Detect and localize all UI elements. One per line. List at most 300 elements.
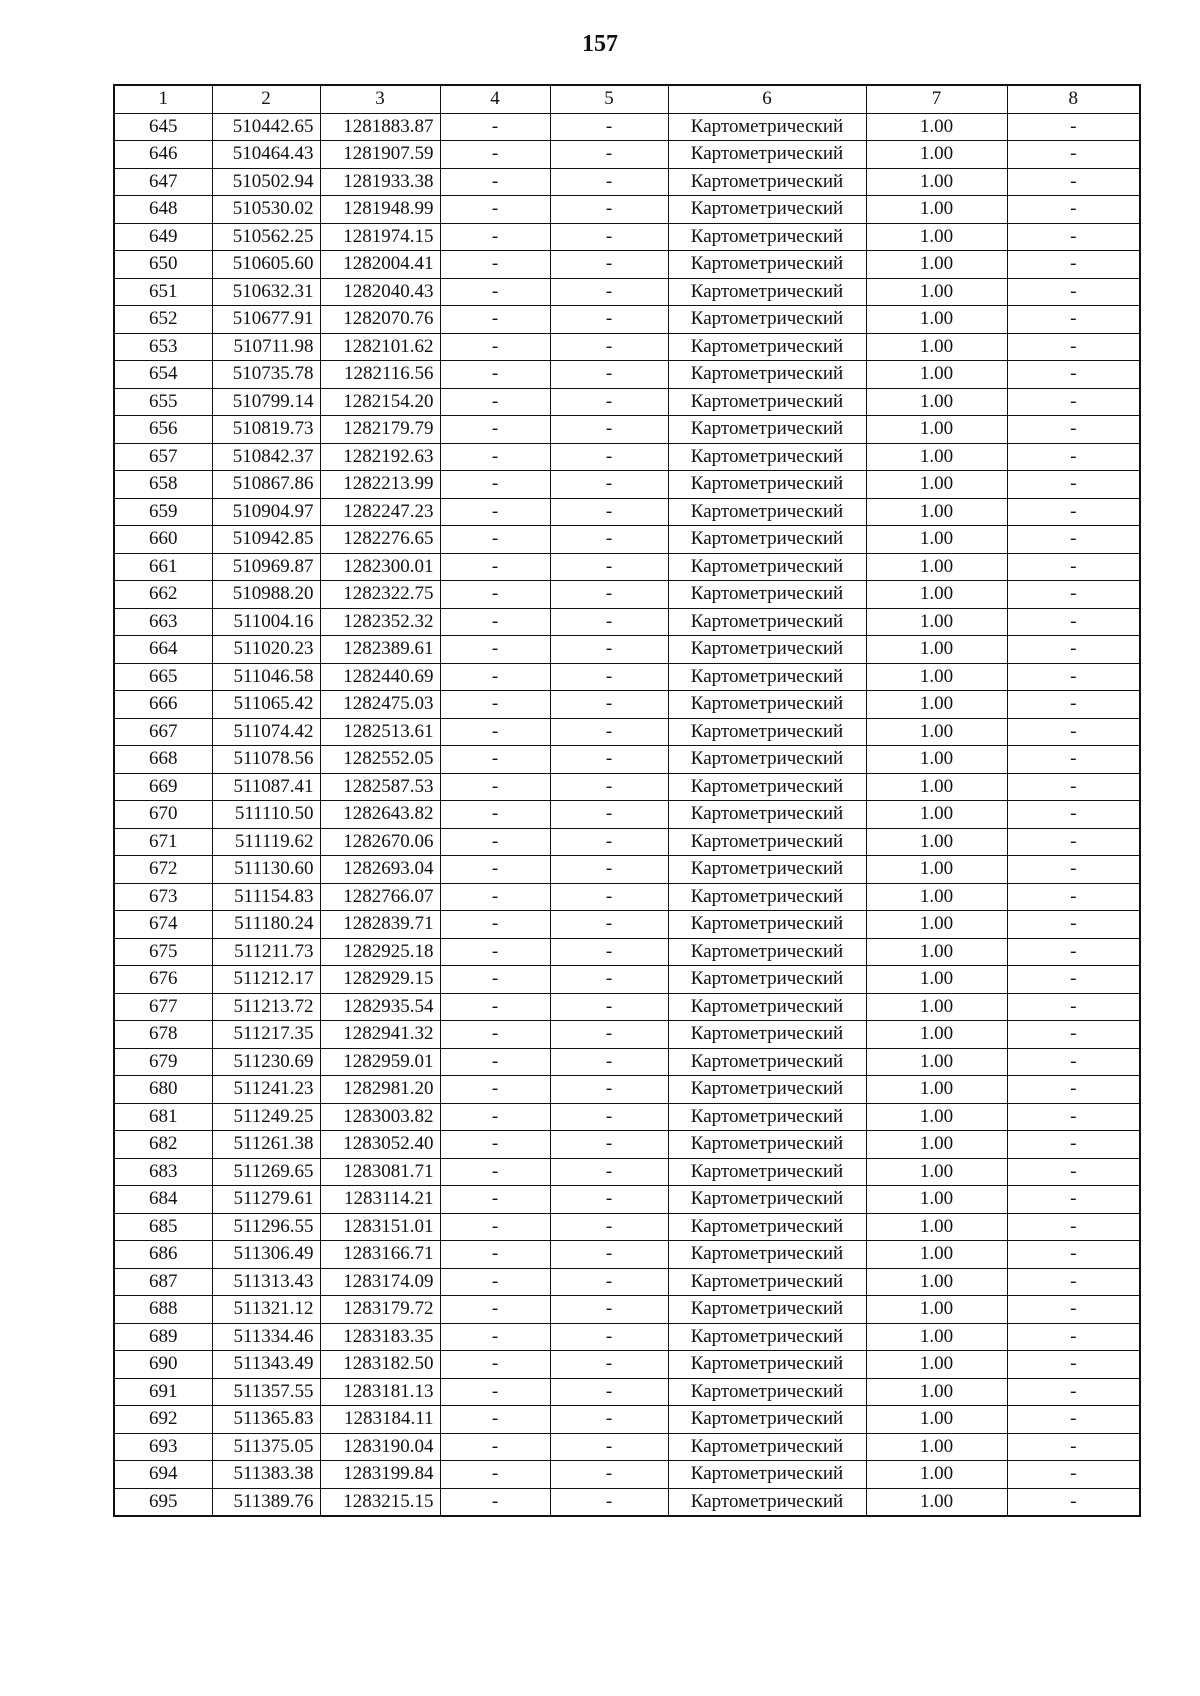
cell-col-8: - xyxy=(1007,416,1140,444)
cell-col-5: - xyxy=(550,856,668,884)
cell-col-4: - xyxy=(440,993,550,1021)
cell-accuracy: 1.00 xyxy=(866,1296,1007,1324)
table-row xyxy=(114,196,1140,224)
table-row xyxy=(114,333,1140,361)
cell-col-4: - xyxy=(440,306,550,334)
cell-coord-y: 1282587.53 xyxy=(320,773,440,801)
table-row xyxy=(114,1488,1140,1516)
cell-point-number: 658 xyxy=(114,471,212,499)
cell-coord-y: 1282929.15 xyxy=(320,966,440,994)
cell-col-5: - xyxy=(550,1131,668,1159)
cell-method: Картометрический xyxy=(668,1461,866,1489)
cell-col-8: - xyxy=(1007,1131,1140,1159)
table-row xyxy=(114,1213,1140,1241)
cell-col-5: - xyxy=(550,1433,668,1461)
cell-col-5: - xyxy=(550,1076,668,1104)
table-row xyxy=(114,361,1140,389)
cell-coord-x: 511074.42 xyxy=(212,718,320,746)
cell-accuracy: 1.00 xyxy=(866,526,1007,554)
cell-col-8: - xyxy=(1007,746,1140,774)
table-row xyxy=(114,1406,1140,1434)
column-header-5: 5 xyxy=(550,85,668,113)
table-row xyxy=(114,1048,1140,1076)
cell-coord-x: 510819.73 xyxy=(212,416,320,444)
cell-col-4: - xyxy=(440,1351,550,1379)
cell-col-4: - xyxy=(440,251,550,279)
table-row xyxy=(114,388,1140,416)
cell-accuracy: 1.00 xyxy=(866,883,1007,911)
cell-coord-x: 511261.38 xyxy=(212,1131,320,1159)
cell-coord-y: 1281974.15 xyxy=(320,223,440,251)
table-header-row xyxy=(114,85,1140,113)
cell-method: Картометрический xyxy=(668,361,866,389)
cell-point-number: 652 xyxy=(114,306,212,334)
cell-coord-x: 510988.20 xyxy=(212,581,320,609)
cell-coord-x: 511383.38 xyxy=(212,1461,320,1489)
cell-method: Картометрический xyxy=(668,911,866,939)
cell-col-4: - xyxy=(440,1213,550,1241)
cell-point-number: 683 xyxy=(114,1158,212,1186)
cell-col-8: - xyxy=(1007,388,1140,416)
cell-coord-x: 511306.49 xyxy=(212,1241,320,1269)
column-header-8: 8 xyxy=(1007,85,1140,113)
cell-accuracy: 1.00 xyxy=(866,1268,1007,1296)
table-body xyxy=(114,113,1140,1516)
cell-col-8: - xyxy=(1007,196,1140,224)
cell-coord-y: 1283181.13 xyxy=(320,1378,440,1406)
table-row xyxy=(114,141,1140,169)
cell-coord-x: 511110.50 xyxy=(212,801,320,829)
cell-col-5: - xyxy=(550,1406,668,1434)
cell-accuracy: 1.00 xyxy=(866,581,1007,609)
cell-coord-x: 511211.73 xyxy=(212,938,320,966)
cell-col-5: - xyxy=(550,416,668,444)
cell-col-4: - xyxy=(440,278,550,306)
cell-col-4: - xyxy=(440,801,550,829)
cell-coord-y: 1281948.99 xyxy=(320,196,440,224)
cell-method: Картометрический xyxy=(668,608,866,636)
cell-col-4: - xyxy=(440,1241,550,1269)
cell-accuracy: 1.00 xyxy=(866,278,1007,306)
table-row xyxy=(114,168,1140,196)
cell-col-5: - xyxy=(550,966,668,994)
cell-col-4: - xyxy=(440,856,550,884)
cell-col-5: - xyxy=(550,608,668,636)
cell-coord-y: 1282352.32 xyxy=(320,608,440,636)
cell-col-4: - xyxy=(440,1076,550,1104)
cell-col-8: - xyxy=(1007,1268,1140,1296)
cell-col-8: - xyxy=(1007,306,1140,334)
cell-col-4: - xyxy=(440,828,550,856)
cell-point-number: 657 xyxy=(114,443,212,471)
cell-accuracy: 1.00 xyxy=(866,938,1007,966)
cell-method: Картометрический xyxy=(668,966,866,994)
cell-point-number: 656 xyxy=(114,416,212,444)
cell-method: Картометрический xyxy=(668,1296,866,1324)
table-row xyxy=(114,1241,1140,1269)
cell-method: Картометрический xyxy=(668,1488,866,1516)
cell-coord-y: 1283052.40 xyxy=(320,1131,440,1159)
cell-col-5: - xyxy=(550,251,668,279)
cell-accuracy: 1.00 xyxy=(866,1021,1007,1049)
cell-point-number: 677 xyxy=(114,993,212,1021)
cell-point-number: 671 xyxy=(114,828,212,856)
cell-method: Картометрический xyxy=(668,196,866,224)
cell-point-number: 670 xyxy=(114,801,212,829)
cell-col-5: - xyxy=(550,801,668,829)
cell-col-8: - xyxy=(1007,718,1140,746)
table-row xyxy=(114,1131,1140,1159)
cell-coord-y: 1281907.59 xyxy=(320,141,440,169)
cell-col-4: - xyxy=(440,1488,550,1516)
table-row xyxy=(114,746,1140,774)
cell-point-number: 649 xyxy=(114,223,212,251)
table-row xyxy=(114,911,1140,939)
cell-col-4: - xyxy=(440,883,550,911)
cell-method: Картометрический xyxy=(668,993,866,1021)
cell-coord-x: 510605.60 xyxy=(212,251,320,279)
table-row xyxy=(114,636,1140,664)
cell-coord-x: 510867.86 xyxy=(212,471,320,499)
table-row xyxy=(114,1268,1140,1296)
cell-col-4: - xyxy=(440,443,550,471)
page-number: 157 xyxy=(582,31,618,57)
column-header-7: 7 xyxy=(866,85,1007,113)
cell-col-5: - xyxy=(550,443,668,471)
cell-col-5: - xyxy=(550,938,668,966)
cell-col-4: - xyxy=(440,966,550,994)
cell-col-4: - xyxy=(440,691,550,719)
cell-method: Картометрический xyxy=(668,416,866,444)
cell-point-number: 688 xyxy=(114,1296,212,1324)
cell-col-8: - xyxy=(1007,1406,1140,1434)
cell-accuracy: 1.00 xyxy=(866,993,1007,1021)
cell-coord-x: 511365.83 xyxy=(212,1406,320,1434)
table-row xyxy=(114,471,1140,499)
cell-accuracy: 1.00 xyxy=(866,691,1007,719)
cell-accuracy: 1.00 xyxy=(866,1186,1007,1214)
cell-accuracy: 1.00 xyxy=(866,223,1007,251)
cell-col-5: - xyxy=(550,553,668,581)
cell-col-5: - xyxy=(550,1241,668,1269)
cell-col-8: - xyxy=(1007,1488,1140,1516)
cell-accuracy: 1.00 xyxy=(866,113,1007,141)
cell-col-5: - xyxy=(550,1378,668,1406)
table-row xyxy=(114,691,1140,719)
cell-method: Картометрический xyxy=(668,663,866,691)
cell-point-number: 674 xyxy=(114,911,212,939)
cell-coord-y: 1281933.38 xyxy=(320,168,440,196)
cell-col-5: - xyxy=(550,883,668,911)
cell-coord-y: 1282643.82 xyxy=(320,801,440,829)
cell-method: Картометрический xyxy=(668,938,866,966)
cell-point-number: 663 xyxy=(114,608,212,636)
cell-accuracy: 1.00 xyxy=(866,1131,1007,1159)
cell-method: Картометрический xyxy=(668,278,866,306)
cell-coord-y: 1282693.04 xyxy=(320,856,440,884)
cell-coord-x: 511154.83 xyxy=(212,883,320,911)
cell-point-number: 694 xyxy=(114,1461,212,1489)
cell-col-5: - xyxy=(550,1488,668,1516)
cell-coord-y: 1282552.05 xyxy=(320,746,440,774)
cell-accuracy: 1.00 xyxy=(866,1488,1007,1516)
cell-col-8: - xyxy=(1007,1461,1140,1489)
cell-col-8: - xyxy=(1007,553,1140,581)
cell-col-5: - xyxy=(550,636,668,664)
cell-col-4: - xyxy=(440,1461,550,1489)
cell-col-8: - xyxy=(1007,966,1140,994)
cell-coord-y: 1282670.06 xyxy=(320,828,440,856)
cell-col-4: - xyxy=(440,361,550,389)
cell-coord-y: 1282213.99 xyxy=(320,471,440,499)
cell-point-number: 667 xyxy=(114,718,212,746)
cell-point-number: 695 xyxy=(114,1488,212,1516)
column-header-2: 2 xyxy=(212,85,320,113)
cell-coord-y: 1282766.07 xyxy=(320,883,440,911)
cell-method: Картометрический xyxy=(668,1103,866,1131)
cell-coord-x: 511241.23 xyxy=(212,1076,320,1104)
cell-coord-x: 510969.87 xyxy=(212,553,320,581)
cell-method: Картометрический xyxy=(668,773,866,801)
cell-col-8: - xyxy=(1007,471,1140,499)
cell-coord-y: 1283199.84 xyxy=(320,1461,440,1489)
cell-col-4: - xyxy=(440,1131,550,1159)
cell-coord-y: 1282440.69 xyxy=(320,663,440,691)
cell-col-5: - xyxy=(550,498,668,526)
cell-col-4: - xyxy=(440,223,550,251)
cell-coord-x: 511296.55 xyxy=(212,1213,320,1241)
cell-method: Картометрический xyxy=(668,1048,866,1076)
table-row xyxy=(114,1158,1140,1186)
cell-coord-x: 510442.65 xyxy=(212,113,320,141)
cell-col-5: - xyxy=(550,1103,668,1131)
cell-coord-y: 1282941.32 xyxy=(320,1021,440,1049)
cell-col-8: - xyxy=(1007,223,1140,251)
cell-coord-y: 1282192.63 xyxy=(320,443,440,471)
cell-coord-y: 1282925.18 xyxy=(320,938,440,966)
cell-coord-x: 511230.69 xyxy=(212,1048,320,1076)
cell-coord-x: 511078.56 xyxy=(212,746,320,774)
cell-coord-y: 1283114.21 xyxy=(320,1186,440,1214)
cell-accuracy: 1.00 xyxy=(866,416,1007,444)
cell-coord-y: 1282322.75 xyxy=(320,581,440,609)
cell-point-number: 693 xyxy=(114,1433,212,1461)
cell-point-number: 650 xyxy=(114,251,212,279)
cell-col-8: - xyxy=(1007,443,1140,471)
table-row xyxy=(114,773,1140,801)
cell-coord-x: 511334.46 xyxy=(212,1323,320,1351)
cell-col-4: - xyxy=(440,471,550,499)
cell-col-8: - xyxy=(1007,773,1140,801)
cell-accuracy: 1.00 xyxy=(866,746,1007,774)
cell-point-number: 668 xyxy=(114,746,212,774)
cell-col-5: - xyxy=(550,1213,668,1241)
cell-coord-y: 1283166.71 xyxy=(320,1241,440,1269)
cell-coord-x: 510735.78 xyxy=(212,361,320,389)
cell-col-8: - xyxy=(1007,251,1140,279)
cell-col-4: - xyxy=(440,608,550,636)
cell-method: Картометрический xyxy=(668,443,866,471)
cell-point-number: 660 xyxy=(114,526,212,554)
cell-col-8: - xyxy=(1007,333,1140,361)
cell-accuracy: 1.00 xyxy=(866,141,1007,169)
cell-col-4: - xyxy=(440,333,550,361)
table-row xyxy=(114,938,1140,966)
cell-col-5: - xyxy=(550,691,668,719)
cell-col-4: - xyxy=(440,718,550,746)
cell-coord-x: 510942.85 xyxy=(212,526,320,554)
cell-col-5: - xyxy=(550,1048,668,1076)
cell-coord-x: 511046.58 xyxy=(212,663,320,691)
cell-col-8: - xyxy=(1007,581,1140,609)
column-header-4: 4 xyxy=(440,85,550,113)
cell-col-8: - xyxy=(1007,1241,1140,1269)
cell-col-8: - xyxy=(1007,636,1140,664)
cell-accuracy: 1.00 xyxy=(866,828,1007,856)
cell-col-8: - xyxy=(1007,828,1140,856)
cell-coord-x: 510632.31 xyxy=(212,278,320,306)
cell-method: Картометрический xyxy=(668,168,866,196)
cell-accuracy: 1.00 xyxy=(866,1048,1007,1076)
cell-coord-x: 511020.23 xyxy=(212,636,320,664)
cell-coord-x: 510799.14 xyxy=(212,388,320,416)
cell-coord-y: 1282070.76 xyxy=(320,306,440,334)
cell-method: Картометрический xyxy=(668,471,866,499)
cell-method: Картометрический xyxy=(668,856,866,884)
cell-coord-y: 1282179.79 xyxy=(320,416,440,444)
cell-coord-x: 511004.16 xyxy=(212,608,320,636)
cell-coord-x: 511389.76 xyxy=(212,1488,320,1516)
cell-accuracy: 1.00 xyxy=(866,471,1007,499)
cell-method: Картометрический xyxy=(668,223,866,251)
cell-col-4: - xyxy=(440,553,550,581)
cell-col-5: - xyxy=(550,526,668,554)
cell-col-8: - xyxy=(1007,883,1140,911)
cell-point-number: 691 xyxy=(114,1378,212,1406)
table-row xyxy=(114,1378,1140,1406)
cell-coord-x: 511213.72 xyxy=(212,993,320,1021)
cell-point-number: 686 xyxy=(114,1241,212,1269)
cell-method: Картометрический xyxy=(668,251,866,279)
cell-coord-x: 511119.62 xyxy=(212,828,320,856)
cell-coord-y: 1283151.01 xyxy=(320,1213,440,1241)
cell-coord-y: 1282935.54 xyxy=(320,993,440,1021)
cell-coord-x: 511357.55 xyxy=(212,1378,320,1406)
cell-accuracy: 1.00 xyxy=(866,801,1007,829)
cell-accuracy: 1.00 xyxy=(866,966,1007,994)
cell-col-5: - xyxy=(550,1461,668,1489)
cell-point-number: 676 xyxy=(114,966,212,994)
cell-coord-x: 511375.05 xyxy=(212,1433,320,1461)
table-row xyxy=(114,883,1140,911)
cell-coord-y: 1283190.04 xyxy=(320,1433,440,1461)
cell-col-8: - xyxy=(1007,1048,1140,1076)
cell-col-8: - xyxy=(1007,1323,1140,1351)
cell-accuracy: 1.00 xyxy=(866,361,1007,389)
cell-coord-y: 1282513.61 xyxy=(320,718,440,746)
table-row xyxy=(114,1433,1140,1461)
table-row xyxy=(114,1021,1140,1049)
cell-coord-x: 510530.02 xyxy=(212,196,320,224)
cell-point-number: 678 xyxy=(114,1021,212,1049)
cell-coord-y: 1283081.71 xyxy=(320,1158,440,1186)
cell-col-4: - xyxy=(440,196,550,224)
cell-point-number: 646 xyxy=(114,141,212,169)
cell-point-number: 662 xyxy=(114,581,212,609)
cell-point-number: 687 xyxy=(114,1268,212,1296)
cell-col-4: - xyxy=(440,663,550,691)
cell-accuracy: 1.00 xyxy=(866,1323,1007,1351)
cell-accuracy: 1.00 xyxy=(866,1461,1007,1489)
cell-col-5: - xyxy=(550,663,668,691)
cell-accuracy: 1.00 xyxy=(866,1103,1007,1131)
cell-point-number: 665 xyxy=(114,663,212,691)
table-row xyxy=(114,498,1140,526)
cell-method: Картометрический xyxy=(668,828,866,856)
cell-coord-y: 1282004.41 xyxy=(320,251,440,279)
cell-coord-y: 1283215.15 xyxy=(320,1488,440,1516)
cell-method: Картометрический xyxy=(668,141,866,169)
cell-point-number: 684 xyxy=(114,1186,212,1214)
cell-col-8: - xyxy=(1007,608,1140,636)
cell-col-4: - xyxy=(440,773,550,801)
cell-col-8: - xyxy=(1007,361,1140,389)
cell-coord-y: 1283179.72 xyxy=(320,1296,440,1324)
cell-method: Картометрический xyxy=(668,526,866,554)
table-row xyxy=(114,718,1140,746)
cell-col-4: - xyxy=(440,113,550,141)
cell-coord-x: 511249.25 xyxy=(212,1103,320,1131)
cell-col-4: - xyxy=(440,938,550,966)
cell-point-number: 669 xyxy=(114,773,212,801)
cell-coord-x: 510502.94 xyxy=(212,168,320,196)
cell-accuracy: 1.00 xyxy=(866,636,1007,664)
cell-coord-x: 511130.60 xyxy=(212,856,320,884)
cell-col-4: - xyxy=(440,388,550,416)
cell-col-5: - xyxy=(550,223,668,251)
cell-col-5: - xyxy=(550,333,668,361)
cell-col-5: - xyxy=(550,306,668,334)
cell-point-number: 689 xyxy=(114,1323,212,1351)
cell-point-number: 685 xyxy=(114,1213,212,1241)
table-row xyxy=(114,251,1140,279)
cell-method: Картометрический xyxy=(668,636,866,664)
cell-point-number: 647 xyxy=(114,168,212,196)
cell-col-5: - xyxy=(550,1323,668,1351)
cell-accuracy: 1.00 xyxy=(866,856,1007,884)
table-row xyxy=(114,306,1140,334)
cell-coord-x: 511065.42 xyxy=(212,691,320,719)
cell-accuracy: 1.00 xyxy=(866,306,1007,334)
cell-col-8: - xyxy=(1007,856,1140,884)
cell-col-8: - xyxy=(1007,278,1140,306)
cell-col-4: - xyxy=(440,1323,550,1351)
cell-col-4: - xyxy=(440,1186,550,1214)
cell-accuracy: 1.00 xyxy=(866,388,1007,416)
cell-point-number: 692 xyxy=(114,1406,212,1434)
cell-coord-y: 1282959.01 xyxy=(320,1048,440,1076)
cell-coord-x: 511269.65 xyxy=(212,1158,320,1186)
cell-coord-x: 510904.97 xyxy=(212,498,320,526)
cell-col-8: - xyxy=(1007,168,1140,196)
cell-method: Картометрический xyxy=(668,691,866,719)
cell-col-8: - xyxy=(1007,691,1140,719)
cell-method: Картометрический xyxy=(668,1158,866,1186)
cell-method: Картометрический xyxy=(668,1351,866,1379)
cell-coord-y: 1282116.56 xyxy=(320,361,440,389)
table-row xyxy=(114,416,1140,444)
cell-coord-y: 1282475.03 xyxy=(320,691,440,719)
